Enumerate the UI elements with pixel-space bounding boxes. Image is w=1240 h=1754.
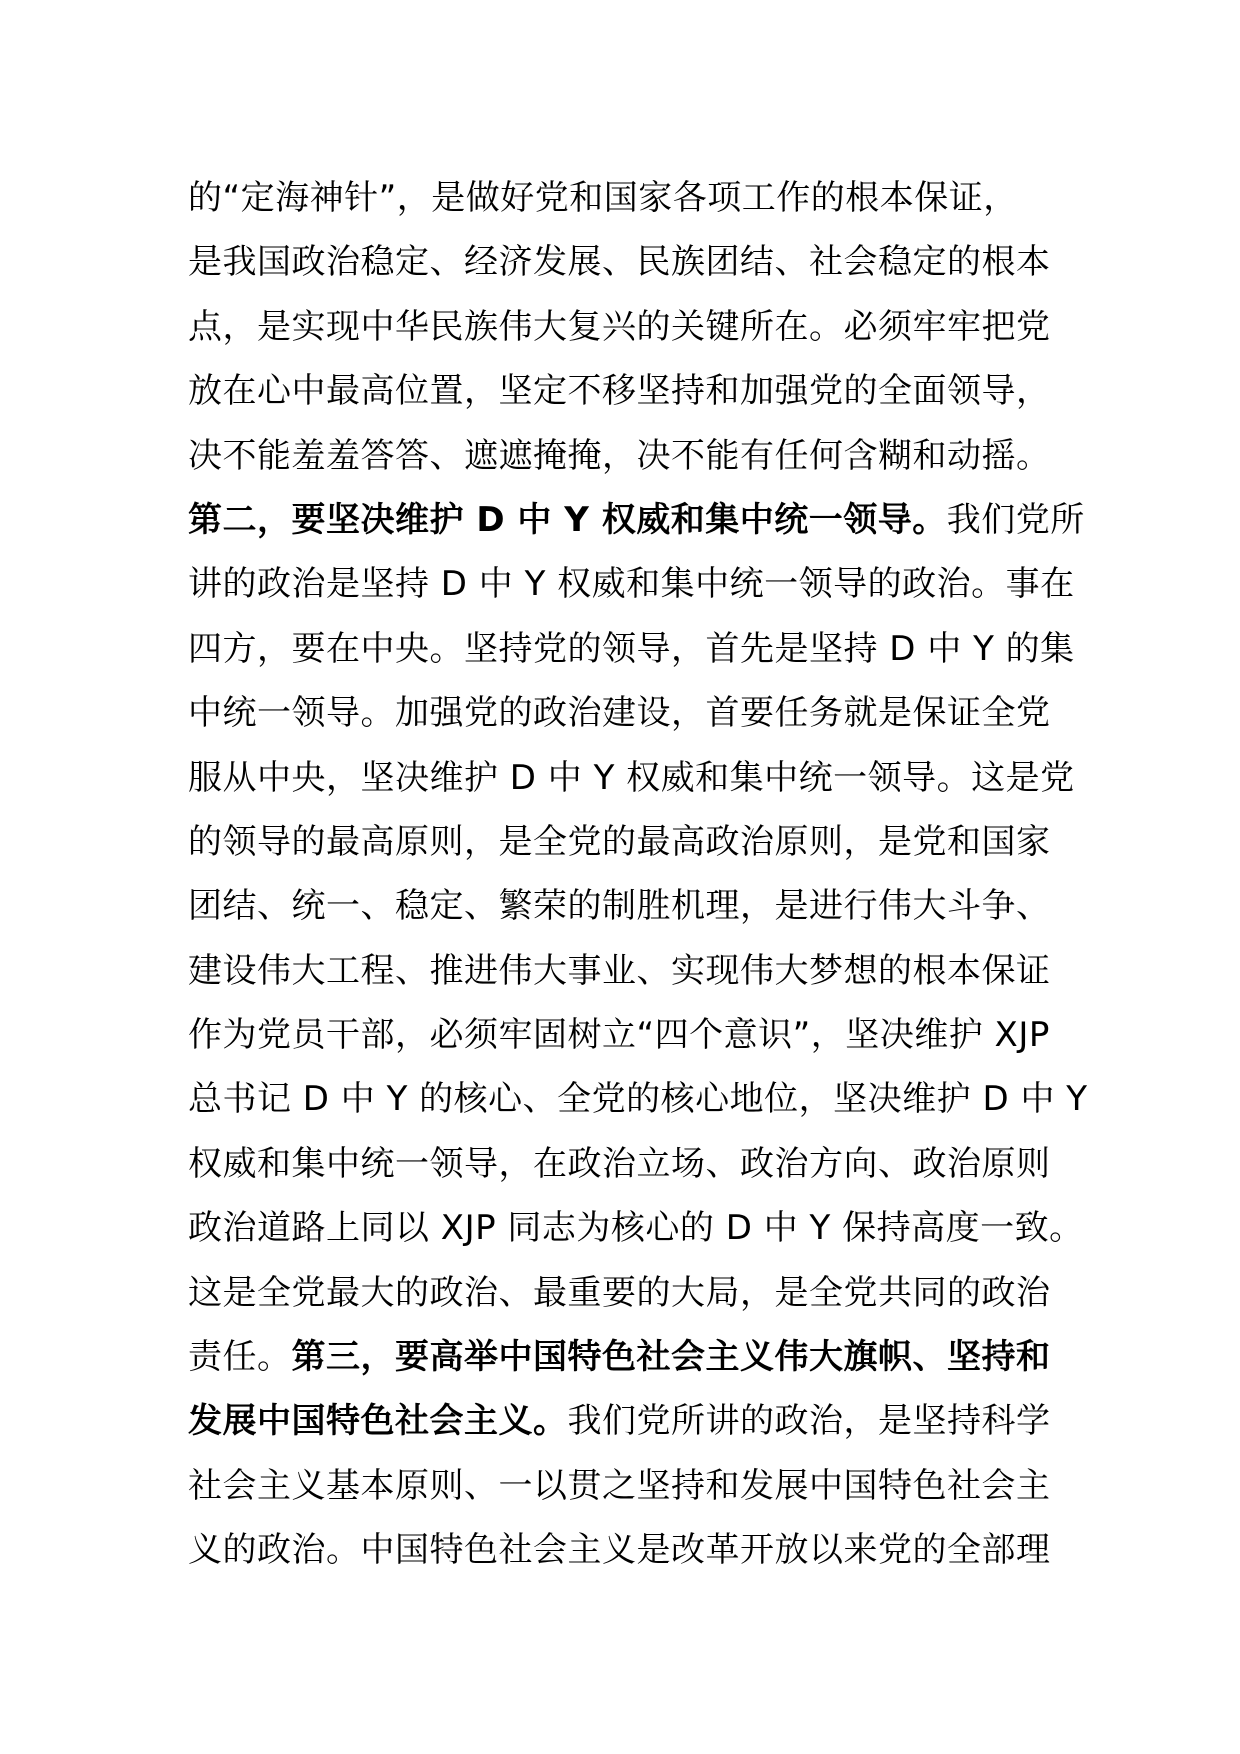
text-line	[188, 1196, 1084, 1260]
text-line	[188, 295, 1068, 359]
bold-text-segment: 第三，要高举中国特色社会主义伟大旗帜、坚持和	[291, 1337, 1051, 1378]
body-text	[188, 166, 1088, 1583]
text-segment: 总书记 D 中 Y 的核心、全党的核心地位，坚决维护 D 中 Y	[188, 1079, 1088, 1120]
text-line	[188, 1325, 1068, 1389]
text-segment: 义的政治。中国特色社会主义是改革开放以来党的全部理	[188, 1530, 1051, 1571]
text-segment: 团结、统一、稳定、繁荣的制胜机理，是进行伟大斗争、	[188, 886, 1051, 927]
text-segment: 放在心中最高位置，坚定不移坚持和加强党的全面领导，	[188, 371, 1051, 412]
text-line	[188, 1132, 1068, 1196]
text-line	[188, 230, 1068, 294]
text-segment: 社会主义基本原则、一以贯之坚持和发展中国特色社会主	[188, 1465, 1051, 1506]
text-segment: 点，是实现中华民族伟大复兴的关键所在。必须牢牢把党	[188, 306, 1051, 347]
text-line	[188, 1067, 1088, 1131]
text-segment: 权威和集中统一领导，在政治立场、政治方向、政治原则	[188, 1143, 1051, 1184]
text-segment: 作为党员干部，必须牢固树立“四个意识”，坚决维护 XJP	[188, 1015, 1050, 1056]
text-line	[188, 424, 1068, 488]
text-line	[188, 1518, 1068, 1582]
text-segment: 我们党所讲的政治，是坚持科学	[567, 1401, 1051, 1442]
text-line	[188, 166, 1068, 230]
text-segment: 建设伟大工程、推进伟大事业、实现伟大梦想的根本保证	[188, 950, 1051, 991]
text-line	[188, 939, 1068, 1003]
text-line	[188, 1003, 1068, 1067]
bold-text-segment: 发展中国特色社会主义。	[188, 1401, 568, 1442]
text-line	[188, 1261, 1068, 1325]
text-segment: 中统一领导。加强党的政治建设，首要任务就是保证全党	[188, 693, 1051, 734]
text-segment: 是我国政治稳定、经济发展、民族团结、社会稳定的根本	[188, 242, 1051, 283]
bold-text-segment: 第二，要坚决维护 D 中 Y 权威和集中统一领导。	[188, 499, 947, 540]
text-line	[188, 1389, 1068, 1453]
text-segment: 政治道路上同以 XJP 同志为核心的 D 中 Y 保持高度一致。	[188, 1208, 1084, 1249]
text-segment: 服从中央，坚决维护 D 中 Y 权威和集中统一领导。这是党	[188, 757, 1075, 798]
text-segment: 责任。	[188, 1337, 292, 1378]
text-segment: 讲的政治是坚持 D 中 Y 权威和集中统一领导的政治。事在	[188, 564, 1075, 605]
text-line	[188, 681, 1068, 745]
text-segment: 我们党所	[946, 499, 1085, 540]
text-line	[188, 359, 1068, 423]
text-segment: 决不能羞羞答答、遮遮掩掩，决不能有任何含糊和动摇。	[188, 435, 1051, 476]
text-line	[188, 874, 1068, 938]
text-line	[188, 488, 1085, 552]
text-line	[188, 810, 1068, 874]
text-line	[188, 617, 1075, 681]
text-line	[188, 552, 1075, 616]
text-line	[188, 746, 1075, 810]
text-segment: 四方，要在中央。坚持党的领导，首先是坚持 D 中 Y 的集	[188, 628, 1075, 669]
text-segment: 的“定海神针”，是做好党和国家各项工作的根本保证，	[188, 178, 1018, 218]
text-segment: 这是全党最大的政治、最重要的大局，是全党共同的政治	[188, 1272, 1051, 1313]
text-segment: 的领导的最高原则，是全党的最高政治原则，是党和国家	[188, 821, 1051, 862]
text-line	[188, 1454, 1068, 1518]
